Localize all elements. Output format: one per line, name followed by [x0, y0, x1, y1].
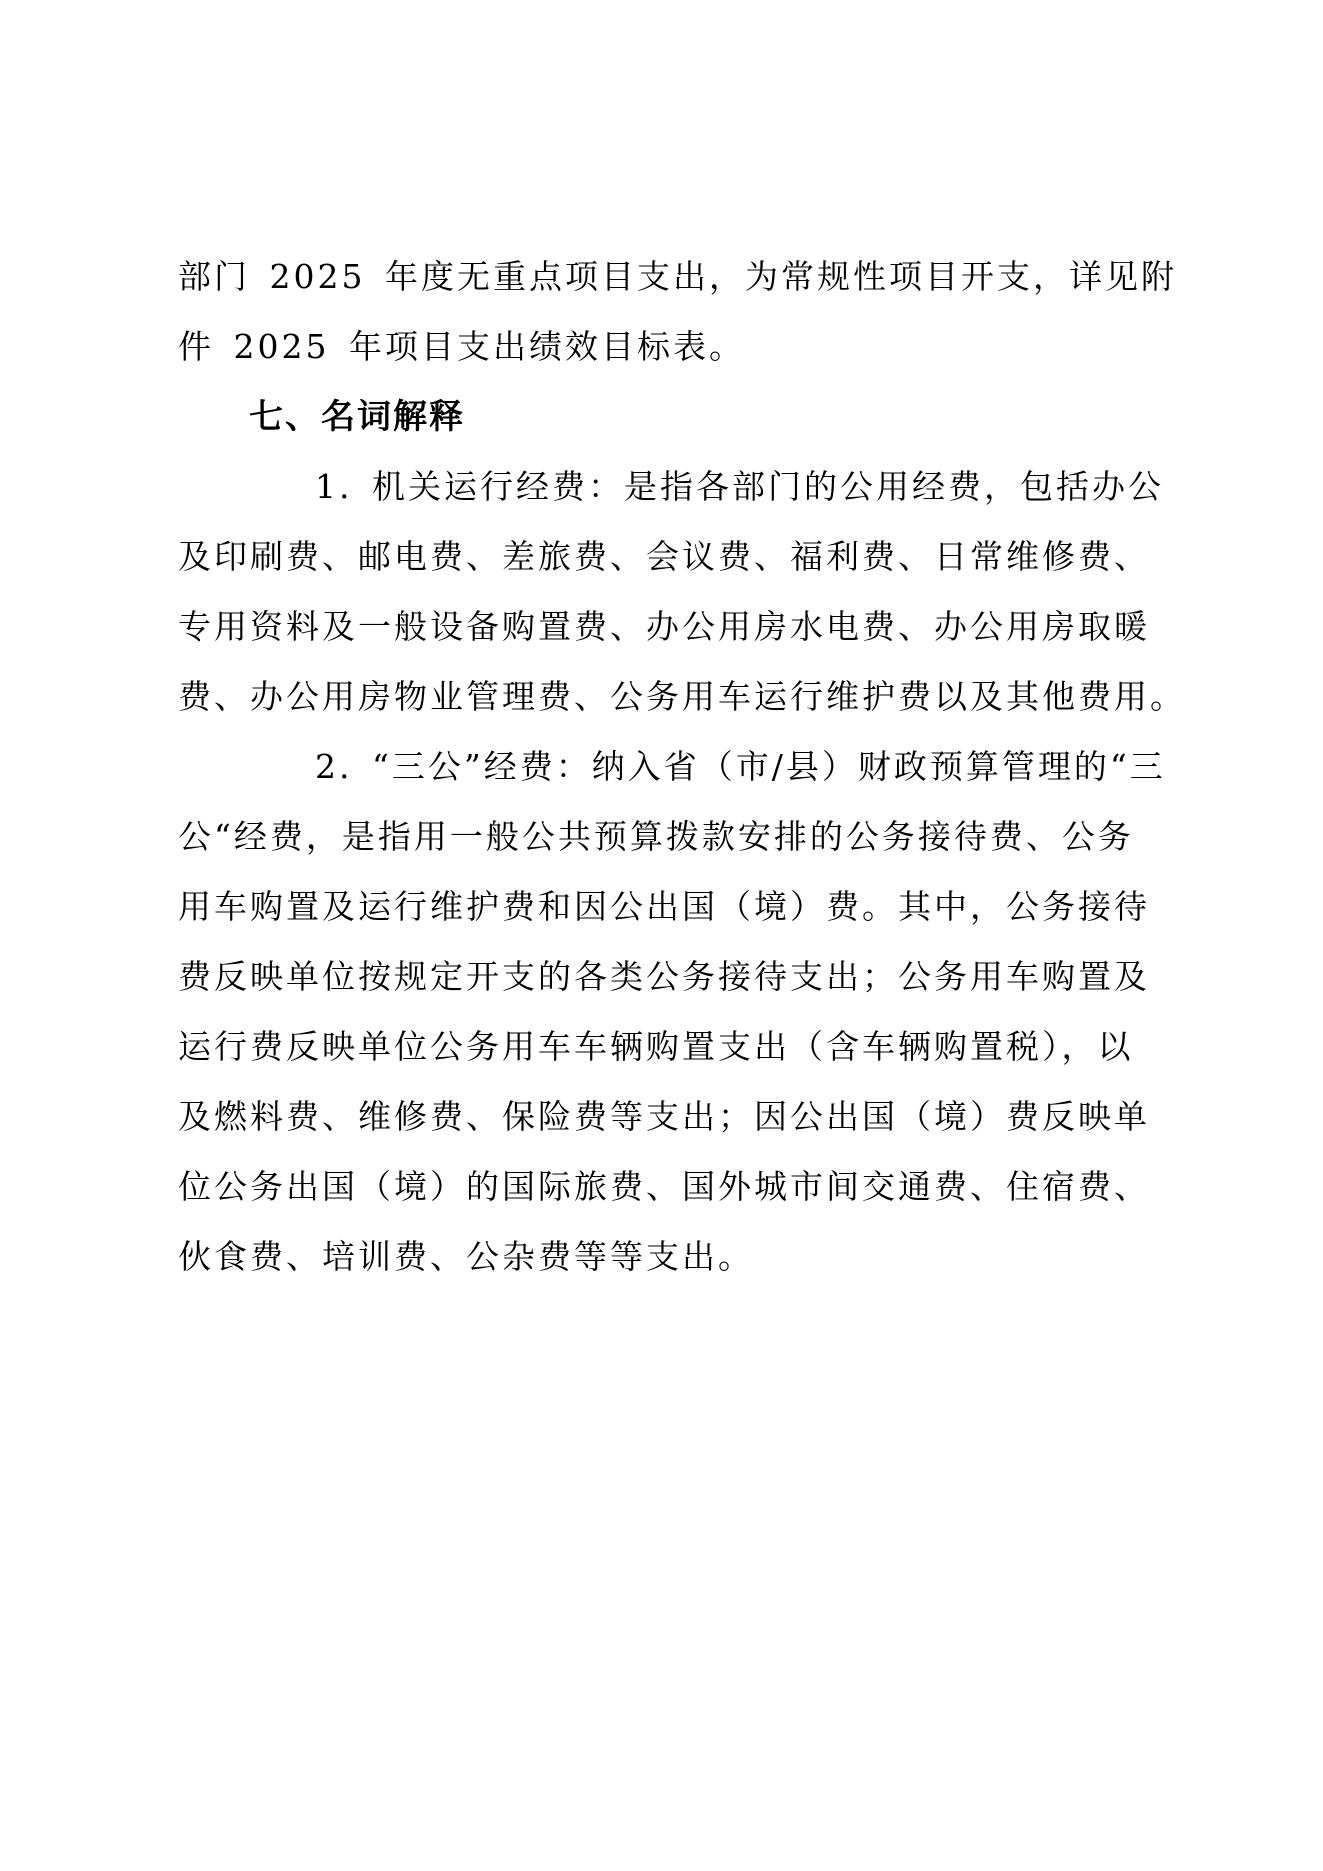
paragraph-line: 专用资料及一般设备购置费、办公用房水电费、办公用房取暖 — [178, 607, 1150, 646]
paragraph-line: 公“经费，是指用一般公共预算拨款安排的公务接待费、公务 — [178, 817, 1134, 856]
section-heading: 七、名词解释 — [249, 397, 465, 437]
paragraph-line: 及印刷费、邮电费、差旅费、会议费、福利费、日常维修费、 — [178, 537, 1150, 576]
paragraph-line: 用车购置及运行维护费和因公出国（境）费。其中，公务接待 — [178, 887, 1150, 926]
paragraph-line: 1. 机关运行经费：是指各部门的公用经费，包括办公 — [315, 467, 1164, 506]
paragraph-line: 费反映单位按规定开支的各类公务接待支出；公务用车购置及 — [178, 957, 1150, 996]
paragraph-line: 2. “三公”经费：纳入省（市/县）财政预算管理的“三 — [315, 747, 1166, 786]
paragraph-line: 费、办公用房物业管理费、公务用车运行维护费以及其他费用。 — [178, 677, 1186, 716]
paragraph-line: 伙食费、培训费、公杂费等等支出。 — [178, 1237, 754, 1276]
paragraph-line: 件 2025 年项目支出绩效目标表。 — [178, 327, 745, 366]
paragraph-line: 部门 2025 年度无重点项目支出，为常规性项目开支，详见附 — [178, 257, 1177, 296]
paragraph-line: 及燃料费、维修费、保险费等支出；因公出国（境）费反映单 — [178, 1097, 1150, 1136]
document-body — [178, 242, 1186, 1292]
paragraph-line: 运行费反映单位公务用车车辆购置支出（含车辆购置税），以 — [178, 1027, 1134, 1066]
paragraph-line: 位公务出国（境）的国际旅费、国外城市间交通费、住宿费、 — [178, 1167, 1150, 1206]
